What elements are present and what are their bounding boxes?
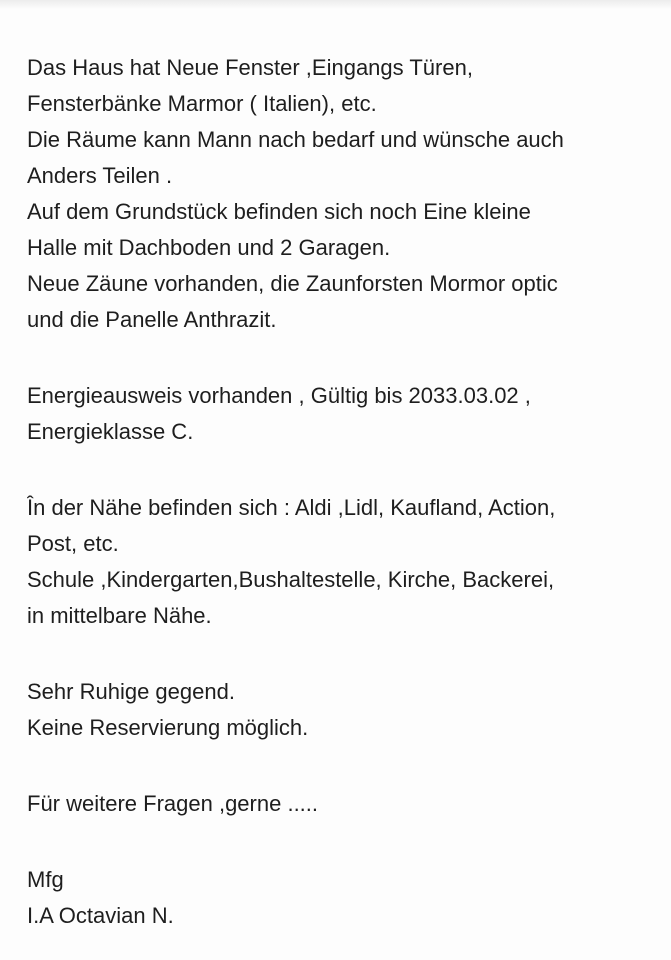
text-line: Für weitere Fragen ,gerne ..... bbox=[27, 791, 319, 816]
text-line: Keine Reservierung möglich. bbox=[27, 715, 309, 740]
text-line: in mittelbare Nähe. bbox=[27, 603, 212, 628]
text-line: Auf dem Grundstück befinden sich noch Eine kleine bbox=[27, 199, 531, 224]
text-line: Anders Teilen . bbox=[27, 163, 173, 188]
text-line: und die Panelle Anthrazit. bbox=[27, 307, 277, 332]
paragraph-house-features bbox=[27, 50, 653, 338]
paragraph-area-notes bbox=[27, 674, 653, 746]
text-line: Energieklasse C. bbox=[27, 419, 194, 444]
text-line: I.A Octavian N. bbox=[27, 903, 174, 928]
text-line: Post, etc. bbox=[27, 531, 119, 556]
paragraph-nearby-amenities bbox=[27, 490, 653, 634]
paragraph-signature bbox=[27, 862, 653, 934]
paragraph-contact-note bbox=[27, 786, 653, 822]
text-line: Sehr Ruhige gegend. bbox=[27, 679, 235, 704]
text-line: Die Räume kann Mann nach bedarf und wünsche auch bbox=[27, 127, 564, 152]
text-line: În der Nähe befinden sich : Aldi ,Lidl, Kaufland, Action, bbox=[27, 495, 556, 520]
text-line: Mfg bbox=[27, 867, 64, 892]
text-line: Schule ,Kindergarten,Bushaltestelle, Kirche, Backerei, bbox=[27, 567, 555, 592]
text-line: Das Haus hat Neue Fenster ,Eingangs Türen, bbox=[27, 55, 473, 80]
paragraph-energy-certificate bbox=[27, 378, 653, 450]
text-line: Fensterbänke Marmor ( Italien), etc. bbox=[27, 91, 377, 116]
text-line: Energieausweis vorhanden , Gültig bis 2033.03.02 , bbox=[27, 383, 531, 408]
text-line: Neue Zäune vorhanden, die Zaunforsten Mormor optic bbox=[27, 271, 558, 296]
text-line: Halle mit Dachboden und 2 Garagen. bbox=[27, 235, 391, 260]
